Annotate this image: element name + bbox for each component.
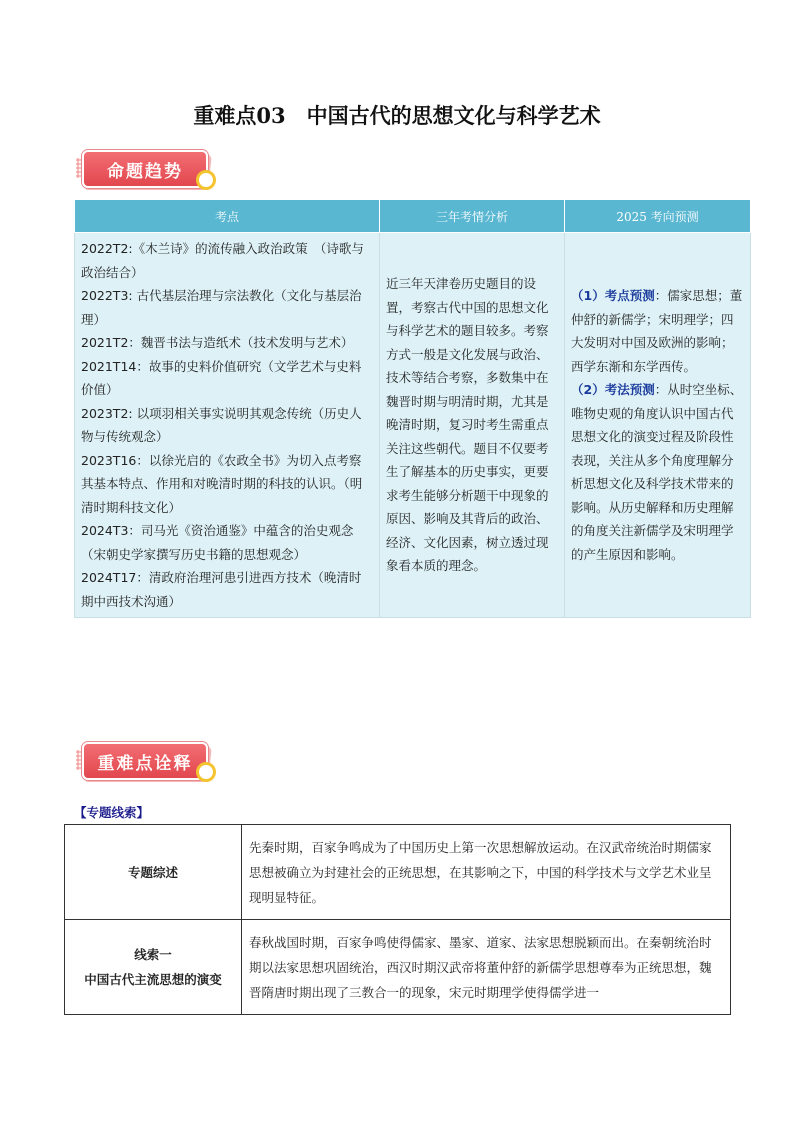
point-item: 2024T3：司马光《资治通鉴》中蕴含的治史观念（宋朝史学家撰写历史书籍的思想观念） <box>81 523 354 562</box>
point-item: 2023T2: 以项羽相关事实说明其观念传统（历史人物与传统观念） <box>81 405 362 444</box>
table-row <box>65 825 731 920</box>
point-item: 2022T3: 古代基层治理与宗法教化（文化与基层治理） <box>81 288 362 327</box>
header-analysis: 三年考情分析 <box>380 200 565 233</box>
explain-badge-label: 重难点诠释 <box>82 742 208 780</box>
point-item: 2021T2：魏晋书法与造纸术（技术发明与艺术） <box>81 335 354 350</box>
topic-heading: 【专题线索】 <box>74 805 150 820</box>
page-title: 重难点03 中国古代的思想文化与科学艺术 <box>193 103 601 128</box>
forecast-text: ：儒家思想；董仲舒的新儒学；宋明理学；四大发明对中国及欧洲的影响；西学东渐和东学西传。 <box>571 288 743 374</box>
forecast-label: （1）考点预测 <box>571 288 655 303</box>
trend-badge-label: 命题趋势 <box>82 150 208 188</box>
explain-badge <box>82 742 212 780</box>
trend-table-header <box>75 200 751 233</box>
topic-text: 先秦时期，百家争鸣成为了中国历史上第一次思想解放运动。在汉武帝统治时期儒家思想被确立为封建社会的正统思想，在其影响之下，中国的科学技术与文学艺术业呈现明显特征。 <box>242 825 731 920</box>
point-item: 2023T16：以徐光启的《农政全书》为切入点考察其基本特点、作用和对晚清时期的科技的认识。（明清时期科技文化） <box>81 452 363 515</box>
point-item: 2024T17：清政府治理河患引进西方技术（晚清时期中西技术沟通） <box>81 570 362 609</box>
topic-key <box>65 920 242 1015</box>
trend-table <box>74 199 751 618</box>
topic-key: 专题综述 <box>65 825 242 920</box>
table-row <box>65 920 731 1015</box>
forecast-label: （2）考法预测 <box>571 382 655 397</box>
points-cell <box>75 233 380 618</box>
point-item: 2021T14：故事的史料价值研究（文学艺术与史料价值） <box>81 358 362 397</box>
forecast-cell <box>565 233 751 618</box>
topic-table <box>64 824 731 1015</box>
ring-decoration-icon <box>196 762 216 782</box>
forecast-text: ：从时空坐标、唯物史观的角度认识中国古代思想文化的演变过程及阶段性表现，关注从多个角度理解分析思想文化及科学技术带来的影响。从历史解释和历史理解的角度关注新儒学及宋明理学的产生原因和影响。 <box>571 382 743 562</box>
header-point: 考点 <box>75 200 380 233</box>
point-item: 2022T2:《木兰诗》的流传融入政治政策 （诗歌与政治结合） <box>81 241 364 280</box>
header-forecast: 2025 考向预测 <box>565 200 751 233</box>
forecast-point <box>571 284 744 378</box>
table-row <box>75 233 751 618</box>
topic-text: 春秋战国时期，百家争鸣使得儒家、墨家、道家、法家思想脱颖而出。在秦朝统治时期以法家思想巩固统治，西汉时期汉武帝将董仲舒的新儒学思想尊奉为正统思想，魏晋隋唐时期出现了三教合一的现象，宋元时期理学使得儒学进一 <box>242 920 731 1015</box>
analysis-cell <box>380 233 565 618</box>
topic-key-line: 线索一 <box>134 947 172 962</box>
ring-decoration-icon <box>196 170 216 190</box>
trend-badge <box>82 150 212 188</box>
analysis-text: 近三年天津卷历史题目的设置，考察古代中国的思想文化与科学艺术的题目较多。考察方式一般是文化发展与政治、技术等结合考察，多数集中在魏晋时期与明清时期，尤其是晚清时期，复习时考生需重点关注这些朝代。题目不仅要考生了解基本的历史事实，更要求考生能够分析题干中现象的原因、影响及其背后的政治、经济、文化因素，树立透过现象看本质的理念。 <box>386 276 549 574</box>
topic-key-sub: 中国古代主流思想的演变 <box>84 972 222 987</box>
forecast-method <box>571 378 744 566</box>
